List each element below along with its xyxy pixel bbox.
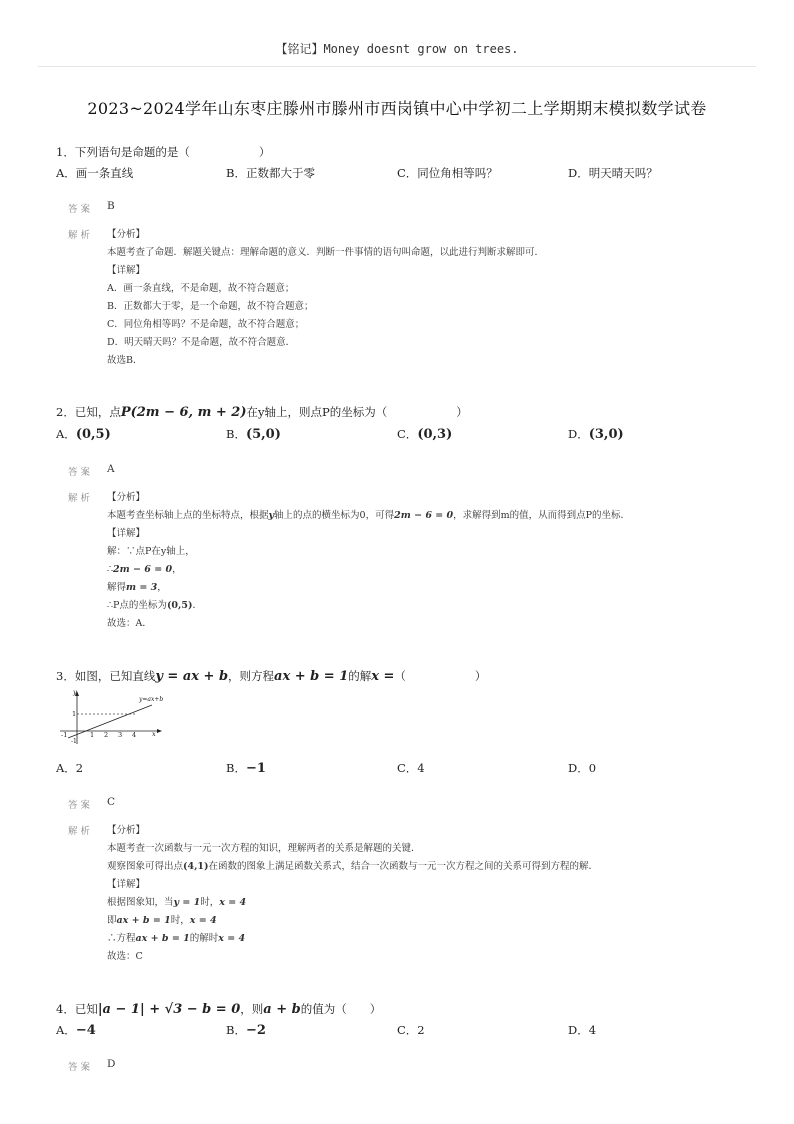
q1-analysis-line: 本题考查了命题．解题关键点：理解命题的意义．判断一件事情的语句叫命题，以此进行判断求解即可． — [107, 247, 545, 258]
x-tick-label: 1 — [90, 731, 95, 739]
q3-analysis-line: 【详解】 — [107, 879, 146, 890]
q2-answer: A — [107, 463, 115, 475]
y-axis-label: y — [73, 688, 77, 696]
x-tick-label: 2 — [104, 731, 109, 739]
x-tick-label: 4 — [132, 731, 137, 739]
q1-analysis-line: 【详解】 — [107, 265, 146, 276]
q2-analysis-line: 故选：A． — [107, 618, 152, 629]
y-neg-tick-label: -1 — [71, 738, 77, 745]
q2-analysis-line: 解：∵点P在y轴上， — [107, 546, 195, 557]
q4-option-a: A．−4 — [56, 1023, 96, 1038]
x-tick-label: -1 — [61, 731, 68, 739]
q2-option-c: C．(0,3) — [397, 427, 453, 442]
q3-stem: 3．如图，已知直线y = ax + b，则方程ax + b = 1的解x =（ ） — [56, 669, 487, 684]
q3-analysis-line: 观察图象可得出点(4,1)在函数的图象上满足函数关系式，结合一次函数与一元一次方程之间的关系可得到方程的解． — [107, 861, 599, 872]
q4-option-d: D．4 — [568, 1023, 597, 1037]
y-tick-label: 1 — [72, 710, 77, 718]
q1-answer-label: 答案 — [68, 204, 94, 215]
x-axis-label: x — [152, 730, 156, 738]
q3-analysis-line: 本题考查一次函数与一元一次方程的知识，理解两者的关系是解题的关键． — [107, 843, 421, 854]
function-line — [68, 705, 152, 738]
q1-stem: 1．下列语句是命题的是（ ） — [56, 145, 271, 159]
q3-option-b: B．−1 — [226, 761, 266, 776]
line-label: y=ax+b — [139, 696, 164, 703]
q3-analysis-label: 解析 — [68, 826, 94, 837]
q2-analysis-line: ∴2m − 6 = 0， — [107, 564, 182, 575]
q2-analysis-line: ∴P点的坐标为(0,5)． — [107, 600, 202, 611]
q1-analysis-line: C．同位角相等吗？不是命题，故不符合题意； — [107, 319, 305, 330]
q2-option-b: B．(5,0) — [226, 427, 281, 442]
q1-option-a: A．画一条直线 — [56, 166, 134, 180]
q3-analysis-line: 根据图象知，当y = 1时，x = 4 — [107, 897, 247, 908]
q1-answer: B — [107, 200, 115, 212]
q3-option-a: A．2 — [56, 761, 84, 775]
linear-function-graph — [56, 688, 168, 746]
header-divider — [38, 66, 756, 67]
q3-answer: C — [107, 796, 116, 808]
q2-analysis-line: 【分析】 — [107, 492, 146, 503]
q2-analysis-label: 解析 — [68, 493, 94, 504]
q3-analysis-line: 即ax + b = 1时，x = 4 — [107, 915, 217, 926]
q2-option-d: D．(3,0) — [568, 427, 624, 442]
q2-analysis-line: 本题考查坐标轴上点的坐标特点，根据y轴上的点的横坐标为0，可得2m − 6 = 0，求解得到m的值，从而得到点P的坐标． — [107, 510, 631, 521]
x-axis-arrow — [157, 729, 162, 733]
header-motto: 【铭记】Money doesnt grow on trees. — [275, 42, 519, 56]
q4-option-c: C．2 — [397, 1023, 425, 1037]
q4-answer-label: 答案 — [68, 1062, 94, 1073]
q1-option-d: D．明天晴天吗？ — [568, 166, 658, 180]
q1-analysis-line: B．正数都大于零，是一个命题，故不符合题意； — [107, 301, 314, 312]
q3-analysis-line: 故选：C — [107, 951, 143, 962]
x-tick-label: 3 — [118, 731, 123, 739]
q1-analysis-line: 故选B． — [107, 355, 143, 366]
q3-answer-label: 答案 — [68, 800, 94, 811]
q3-analysis-line: ∴方程ax + b = 1的解时x = 4 — [107, 933, 246, 944]
q2-analysis-line: 解得m = 3， — [107, 582, 167, 593]
q1-option-c: C．同位角相等吗？ — [397, 166, 498, 180]
q2-analysis-line: 【详解】 — [107, 528, 146, 539]
q3-analysis-line: 【分析】 — [107, 825, 146, 836]
q3-option-c: C．4 — [397, 761, 425, 775]
q3-option-d: D．0 — [568, 761, 597, 775]
q4-stem: 4．已知|a − 1| + √3 − b = 0，则a + b的值为（ ） — [56, 1002, 382, 1017]
q2-point-expression: P(2m − 6, m + 2) — [120, 405, 247, 420]
q2-option-a: A．(0,5) — [56, 427, 111, 442]
q1-option-b: B．正数都大于零 — [226, 166, 315, 180]
q4-option-b: B．−2 — [226, 1023, 266, 1038]
q2-answer-label: 答案 — [68, 467, 94, 478]
q1-analysis-line: 【分析】 — [107, 229, 146, 240]
q4-answer: D — [107, 1058, 116, 1070]
q1-analysis-line: D．明天晴天吗？不是命题，故不符合题意． — [107, 337, 296, 348]
page-title: 2023~2024学年山东枣庄滕州市滕州市西岗镇中心中学初二上学期期末模拟数学试卷 — [87, 99, 707, 118]
q2-stem: 2．已知，点P(2m − 6, m + 2)在y轴上，则点P的坐标为（ ） — [56, 405, 468, 420]
q1-analysis-label: 解析 — [68, 230, 94, 241]
q1-analysis-line: A．画一条直线，不是命题，故不符合题意； — [107, 283, 295, 294]
